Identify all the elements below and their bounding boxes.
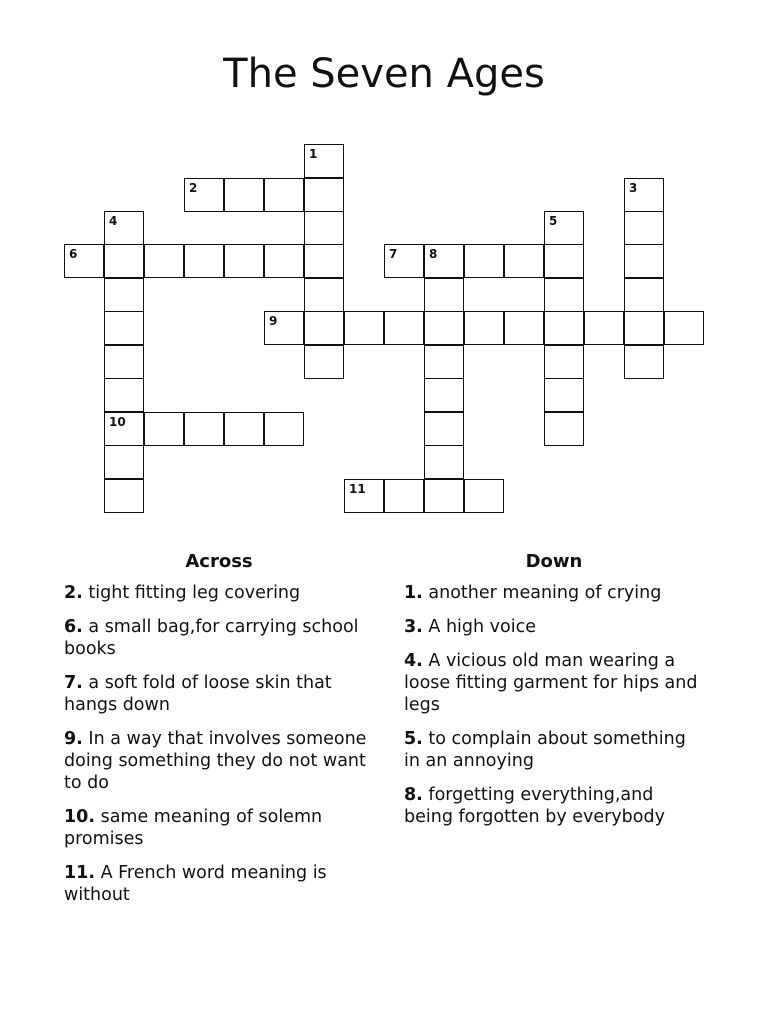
grid-cell[interactable] bbox=[104, 211, 144, 245]
clue-text: In a way that involves someone doing something they do not want to do bbox=[64, 729, 367, 793]
grid-cell[interactable] bbox=[304, 311, 344, 345]
grid-cell[interactable] bbox=[104, 412, 144, 446]
down-clues bbox=[404, 550, 704, 840]
clue-number: 8. bbox=[404, 785, 423, 805]
grid-cell[interactable] bbox=[504, 311, 544, 345]
grid-cell[interactable] bbox=[544, 378, 584, 412]
cell-number: 4 bbox=[109, 214, 118, 228]
grid-cell[interactable] bbox=[624, 311, 664, 345]
clue-number: 11. bbox=[64, 863, 96, 883]
clue-text: same meaning of solemn promises bbox=[64, 807, 323, 849]
clue-across-11 bbox=[64, 862, 374, 906]
grid-cell[interactable] bbox=[424, 378, 464, 412]
grid-cell[interactable] bbox=[304, 144, 344, 178]
grid-cell[interactable] bbox=[104, 244, 144, 278]
across-heading: Across bbox=[185, 551, 253, 572]
grid-cell[interactable] bbox=[144, 412, 184, 446]
grid-cell[interactable] bbox=[424, 345, 464, 379]
across-clues bbox=[64, 550, 374, 918]
clue-number: 5. bbox=[404, 729, 423, 749]
grid-cell[interactable] bbox=[264, 311, 304, 345]
grid-cell[interactable] bbox=[624, 345, 664, 379]
grid-cell[interactable] bbox=[184, 412, 224, 446]
grid-cell[interactable] bbox=[224, 178, 264, 212]
cell-number: 11 bbox=[349, 482, 366, 496]
clue-number: 1. bbox=[404, 583, 423, 603]
clue-number: 4. bbox=[404, 651, 423, 671]
grid-cell[interactable] bbox=[264, 244, 304, 278]
grid-cell[interactable] bbox=[344, 479, 384, 513]
grid-cell[interactable] bbox=[424, 278, 464, 312]
clue-across-7 bbox=[64, 672, 374, 716]
cell-number: 6 bbox=[69, 247, 78, 261]
grid-cell[interactable] bbox=[304, 211, 344, 245]
cell-number: 10 bbox=[109, 415, 126, 429]
clue-across-6 bbox=[64, 616, 374, 660]
grid-cell[interactable] bbox=[104, 445, 144, 479]
clue-number: 7. bbox=[64, 673, 83, 693]
grid-cell[interactable] bbox=[144, 244, 184, 278]
grid-cell[interactable] bbox=[544, 244, 584, 278]
clue-number: 3. bbox=[404, 617, 423, 637]
down-heading: Down bbox=[525, 551, 583, 572]
grid-cell[interactable] bbox=[264, 412, 304, 446]
grid-cell[interactable] bbox=[624, 178, 664, 212]
clue-down-3 bbox=[404, 616, 704, 638]
grid-cell[interactable] bbox=[424, 445, 464, 479]
grid-cell[interactable] bbox=[304, 345, 344, 379]
clue-across-9 bbox=[64, 728, 374, 794]
grid-cell[interactable] bbox=[624, 211, 664, 245]
clue-down-1 bbox=[404, 582, 704, 604]
clue-across-10 bbox=[64, 806, 374, 850]
grid-cell[interactable] bbox=[464, 479, 504, 513]
grid-cell[interactable] bbox=[384, 244, 424, 278]
clue-down-4 bbox=[404, 650, 704, 716]
grid-cell[interactable] bbox=[464, 311, 504, 345]
clue-number: 6. bbox=[64, 617, 83, 637]
grid-cell[interactable] bbox=[304, 178, 344, 212]
grid-cell[interactable] bbox=[104, 278, 144, 312]
grid-cell[interactable] bbox=[544, 211, 584, 245]
grid-cell[interactable] bbox=[384, 479, 424, 513]
grid-cell[interactable] bbox=[584, 311, 624, 345]
clue-text: forgetting everything,and being forgotten by everybody bbox=[404, 785, 665, 827]
clue-across-2 bbox=[64, 582, 374, 604]
clue-text: A high voice bbox=[428, 617, 536, 637]
grid-cell[interactable] bbox=[424, 412, 464, 446]
grid-cell[interactable] bbox=[424, 311, 464, 345]
grid-cell[interactable] bbox=[64, 244, 104, 278]
clue-text: a small bag,for carrying school books bbox=[64, 617, 359, 659]
grid-cell[interactable] bbox=[264, 178, 304, 212]
cell-number: 2 bbox=[189, 181, 198, 195]
clue-text: to complain about something in an annoying bbox=[404, 729, 686, 771]
grid-cell[interactable] bbox=[104, 345, 144, 379]
grid-cell[interactable] bbox=[184, 178, 224, 212]
clue-number: 9. bbox=[64, 729, 83, 749]
cell-number: 5 bbox=[549, 214, 558, 228]
cell-number: 8 bbox=[429, 247, 438, 261]
grid-cell[interactable] bbox=[104, 378, 144, 412]
grid-cell[interactable] bbox=[504, 244, 544, 278]
clue-text: another meaning of crying bbox=[428, 583, 662, 603]
cell-number: 9 bbox=[269, 314, 278, 328]
grid-cell[interactable] bbox=[424, 479, 464, 513]
clue-text: A vicious old man wearing a loose fitting garment for hips and legs bbox=[404, 651, 698, 715]
grid-cell[interactable] bbox=[544, 412, 584, 446]
clue-text: a soft fold of loose skin that hangs down bbox=[64, 673, 332, 715]
grid-cell[interactable] bbox=[304, 278, 344, 312]
clue-number: 2. bbox=[64, 583, 83, 603]
clue-text: tight fitting leg covering bbox=[88, 583, 301, 603]
clue-down-8 bbox=[404, 784, 704, 828]
grid-cell[interactable] bbox=[624, 244, 664, 278]
grid-cell[interactable] bbox=[464, 244, 504, 278]
grid-cell[interactable] bbox=[184, 244, 224, 278]
clue-text: A French word meaning is without bbox=[64, 863, 327, 905]
grid-cell[interactable] bbox=[104, 479, 144, 513]
grid-cell[interactable] bbox=[544, 345, 584, 379]
grid-cell[interactable] bbox=[544, 278, 584, 312]
grid-cell[interactable] bbox=[224, 412, 264, 446]
grid-cell[interactable] bbox=[344, 311, 384, 345]
cell-number: 7 bbox=[389, 247, 398, 261]
grid-cell[interactable] bbox=[664, 311, 704, 345]
cell-number: 3 bbox=[629, 181, 638, 195]
cell-number: 1 bbox=[309, 147, 318, 161]
grid-cell[interactable] bbox=[224, 244, 264, 278]
clue-down-5 bbox=[404, 728, 704, 772]
clue-number: 10. bbox=[64, 807, 96, 827]
grid-cell[interactable] bbox=[424, 244, 464, 278]
grid-cell[interactable] bbox=[624, 278, 664, 312]
grid-cell[interactable] bbox=[104, 311, 144, 345]
page-title: The Seven Ages bbox=[223, 51, 545, 97]
grid-cell[interactable] bbox=[304, 244, 344, 278]
grid-cell[interactable] bbox=[384, 311, 424, 345]
grid-cell[interactable] bbox=[544, 311, 584, 345]
